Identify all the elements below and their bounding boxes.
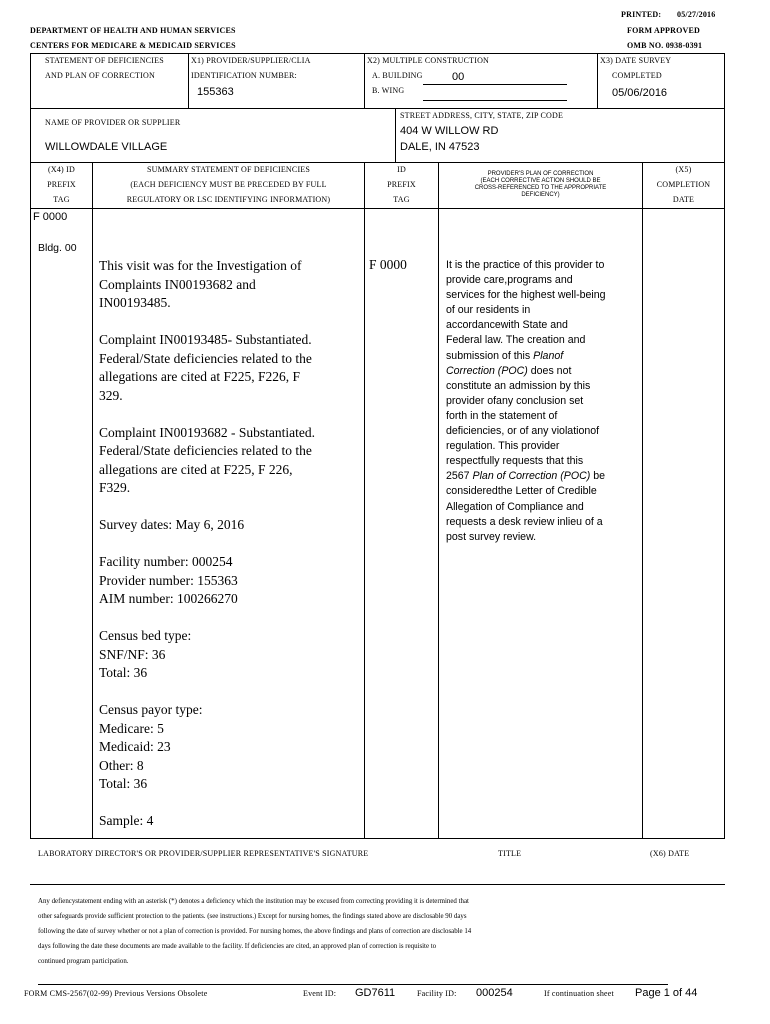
summary-line: Other: 8 xyxy=(99,757,144,773)
col-poc-l2: (EACH CORRECTIVE ACTION SHOULD BE xyxy=(480,178,601,184)
summary-line: allegations are cited at F225, F226, F xyxy=(99,369,300,384)
page-number: Page 1 of 44 xyxy=(635,987,698,999)
date-label: (X6) DATE xyxy=(650,849,690,858)
col-id-l2: PREFIX xyxy=(387,180,416,189)
rule-right xyxy=(724,53,725,839)
summary-para-7 xyxy=(99,701,361,794)
provider-id-value: 155363 xyxy=(197,86,234,98)
disclaimer-line: continued program participation. xyxy=(38,958,129,965)
right-tag: F 0000 xyxy=(369,257,407,272)
left-tag: F 0000 xyxy=(33,211,68,223)
rule-v-poc xyxy=(642,162,643,839)
poc-line: regulation. This provider xyxy=(446,440,560,453)
printed-date: 05/27/2016 xyxy=(677,10,716,19)
signature-label: LABORATORY DIRECTOR'S OR PROVIDER/SUPPLIER REPRESENTATIVE'S SIGNATURE xyxy=(38,849,369,858)
address-line-1: 404 W WILLOW RD xyxy=(400,125,499,137)
rule-signature-bottom xyxy=(30,884,725,885)
wing-label: B. WING xyxy=(372,86,405,95)
address-label: STREET ADDRESS, CITY, STATE, ZIP CODE xyxy=(400,111,564,120)
poc-line: respectfully requests that this xyxy=(446,455,584,468)
title-label: TITLE xyxy=(498,849,522,858)
rule-under-provider xyxy=(30,162,725,163)
summary-para-3 xyxy=(99,424,361,498)
poc-line xyxy=(446,349,641,364)
col-poc-l3: CROSS-REFERENCED TO THE APPROPRIATE xyxy=(474,185,607,191)
rule-v-x4 xyxy=(92,162,93,839)
summary-line: Survey dates: May 6, 2016 xyxy=(99,517,245,532)
summary-line: 329. xyxy=(99,387,123,403)
event-id-label: Event ID: xyxy=(303,989,337,998)
poc-line: services for the highest well-being xyxy=(446,289,606,302)
x1-label: X1) PROVIDER/SUPPLIER/CLIA xyxy=(191,56,311,65)
summary-para-1 xyxy=(99,257,361,313)
building-underline xyxy=(423,84,567,85)
rule-v-x2 xyxy=(364,53,365,109)
poc-line: provide care,programs and xyxy=(446,274,573,287)
poc-line: requests a desk review inlieu of a xyxy=(446,515,603,528)
col-id-l1: ID xyxy=(397,165,406,174)
building-label: A. BUILDING xyxy=(372,71,423,80)
summary-line: IN00193485. xyxy=(99,295,171,310)
poc-line: Federal law. The creation and xyxy=(446,334,586,347)
summary-line: SNF/NF: 36 xyxy=(99,646,166,662)
col-x4-l1: (X4) ID xyxy=(48,165,75,174)
poc-text: does not xyxy=(527,364,572,377)
rule-v-id xyxy=(438,162,439,839)
rule-v-x1 xyxy=(188,53,189,109)
rule-top xyxy=(30,53,725,54)
poc-line: post survey review. xyxy=(446,530,537,543)
poc-line: accordancewith State and xyxy=(446,319,568,332)
x3-label-2: COMPLETED xyxy=(612,71,662,80)
event-id-value: GD7611 xyxy=(355,987,396,999)
col-id-l3: TAG xyxy=(393,195,410,204)
summary-line: AIM number: 100266270 xyxy=(99,591,238,606)
poc-text: be xyxy=(590,470,605,483)
summary-line: Complaint IN00193682 - Substantiated. xyxy=(99,424,315,440)
poc-line: forth in the statement of xyxy=(446,409,558,422)
address-line-2: DALE, IN 47523 xyxy=(400,141,480,153)
summary-line: Complaint IN00193485- Substantiated. xyxy=(99,332,312,347)
statement-label-2: AND PLAN OF CORRECTION xyxy=(45,71,155,80)
poc-line xyxy=(446,364,641,379)
form-number: FORM CMS-2567(02-99) Previous Versions Obsolete xyxy=(24,989,208,998)
poc-line: of our residents in xyxy=(446,304,531,317)
rule-v-x3 xyxy=(597,53,598,109)
col-summary-l2: (EACH DEFICIENCY MUST BE PRECEDED BY FULL xyxy=(130,180,327,189)
rule-v-address xyxy=(395,108,396,163)
col-x5-l1: (X5) xyxy=(675,165,692,174)
summary-line: Census bed type: xyxy=(99,628,192,643)
disclaimer-line: Any defiencystatement ending with an asterisk (*) denotes a deficiency which the institution may be excused from correcting providing it is determined that xyxy=(38,898,469,905)
summary-line: Total: 36 xyxy=(99,665,148,680)
x3-label: X3) DATE SURVEY xyxy=(600,56,672,65)
summary-para-6 xyxy=(99,627,361,683)
poc-line xyxy=(446,469,641,484)
col-poc-l1: PROVIDER'S PLAN OF CORRECTION xyxy=(487,171,594,177)
omb-number: OMB NO. 0938-0391 xyxy=(627,41,703,50)
summary-line: Total: 36 xyxy=(99,776,148,791)
poc-text: submission of this xyxy=(446,349,534,362)
statement-label-1: STATEMENT OF DEFICIENCIES xyxy=(45,56,164,65)
poc-line: provider ofany conclusion set xyxy=(446,394,584,407)
poc-italic: Correction (POC) xyxy=(446,364,528,377)
summary-line: Facility number: 000254 xyxy=(99,554,233,569)
summary-line: Complaints IN00193682 and xyxy=(99,276,256,292)
summary-para-8 xyxy=(99,812,361,831)
continuation-label: If continuation sheet xyxy=(544,989,614,998)
col-x4-l3: TAG xyxy=(53,195,70,204)
summary-line: Federal/State deficiencies related to the xyxy=(99,443,312,458)
summary-line: Sample: 4 xyxy=(99,813,154,828)
rule-under-top-boxes xyxy=(30,108,725,109)
summary-line: Medicare: 5 xyxy=(99,720,164,736)
summary-para-2 xyxy=(99,331,361,405)
rule-footer xyxy=(38,984,668,985)
summary-line: Medicaid: 23 xyxy=(99,739,171,754)
summary-line: Federal/State deficiencies related to the xyxy=(99,350,312,366)
wing-underline xyxy=(423,100,567,101)
summary-line: allegations are cited at F225, F 226, xyxy=(99,461,293,477)
col-poc-l4: DEFICIENCY) xyxy=(521,192,560,198)
col-x5-l3: DATE xyxy=(672,195,695,204)
summary-line: F329. xyxy=(99,480,131,495)
centers-name: CENTERS FOR MEDICARE & MEDICAID SERVICES xyxy=(30,41,236,50)
plan-of-correction xyxy=(446,258,641,545)
col-x5-l2: COMPLETION xyxy=(656,180,711,189)
disclaimer xyxy=(38,894,718,969)
summary-statement xyxy=(99,257,361,831)
facility-id-value: 000254 xyxy=(476,987,513,999)
survey-date-value: 05/06/2016 xyxy=(612,87,668,99)
poc-italic: Planof xyxy=(533,349,564,362)
facility-id-label: Facility ID: xyxy=(417,989,457,998)
building-value: 00 xyxy=(452,71,465,83)
col-summary-l1: SUMMARY STATEMENT OF DEFICIENCIES xyxy=(146,165,311,174)
poc-line: consideredthe Letter of Credible xyxy=(446,485,597,498)
poc-text: 2567 xyxy=(446,470,473,483)
summary-para-5 xyxy=(99,553,361,609)
col-x4-l2: PREFIX xyxy=(47,180,76,189)
form-approved: FORM APPROVED xyxy=(627,26,701,35)
building-tag: Bldg. 00 xyxy=(38,242,77,254)
disclaimer-line: following the date of survey whether or not a plan of correction is provided. For nursing homes, the above findings and plans of correction are disclosable 14 xyxy=(38,928,472,935)
poc-line: deficiencies, or of any violationof xyxy=(446,425,600,438)
poc-italic: Plan of Correction (POC) xyxy=(472,470,591,483)
summary-line: Provider number: 155363 xyxy=(99,572,238,588)
rule-body-bottom xyxy=(30,838,725,839)
rule-v-summary xyxy=(364,162,365,839)
disclaimer-line: days following the date these documents are made available to the facility. If deficiencies are cited, an approved plan of correction is requisite to xyxy=(38,943,437,950)
poc-line: It is the practice of this provider to xyxy=(446,259,605,271)
printed-label: PRINTED: xyxy=(621,10,662,19)
poc-line: constitute an admission by this xyxy=(446,379,591,392)
x2-label: X2) MULTIPLE CONSTRUCTION xyxy=(367,56,490,65)
poc-line: Allegation of Compliance and xyxy=(446,500,584,513)
rule-under-col-headers xyxy=(30,208,725,209)
summary-line: Census payor type: xyxy=(99,702,203,717)
disclaimer-line: other safeguards provide sufficient protection to the patients. (see instructions.) Except for nursing homes, the findings stated above are disclosable 90 days xyxy=(38,913,467,920)
summary-para-4 xyxy=(99,516,361,535)
x1-label-2: IDENTIFICATION NUMBER: xyxy=(191,71,297,80)
summary-line: This visit was for the Investigation of xyxy=(99,258,302,273)
col-summary-l3: REGULATORY OR LSC IDENTIFYING INFORMATION) xyxy=(126,195,331,204)
provider-name-label: NAME OF PROVIDER OR SUPPLIER xyxy=(45,118,181,127)
department-name: DEPARTMENT OF HEALTH AND HUMAN SERVICES xyxy=(30,26,236,35)
provider-name-value: WILLOWDALE VILLAGE xyxy=(45,141,168,153)
